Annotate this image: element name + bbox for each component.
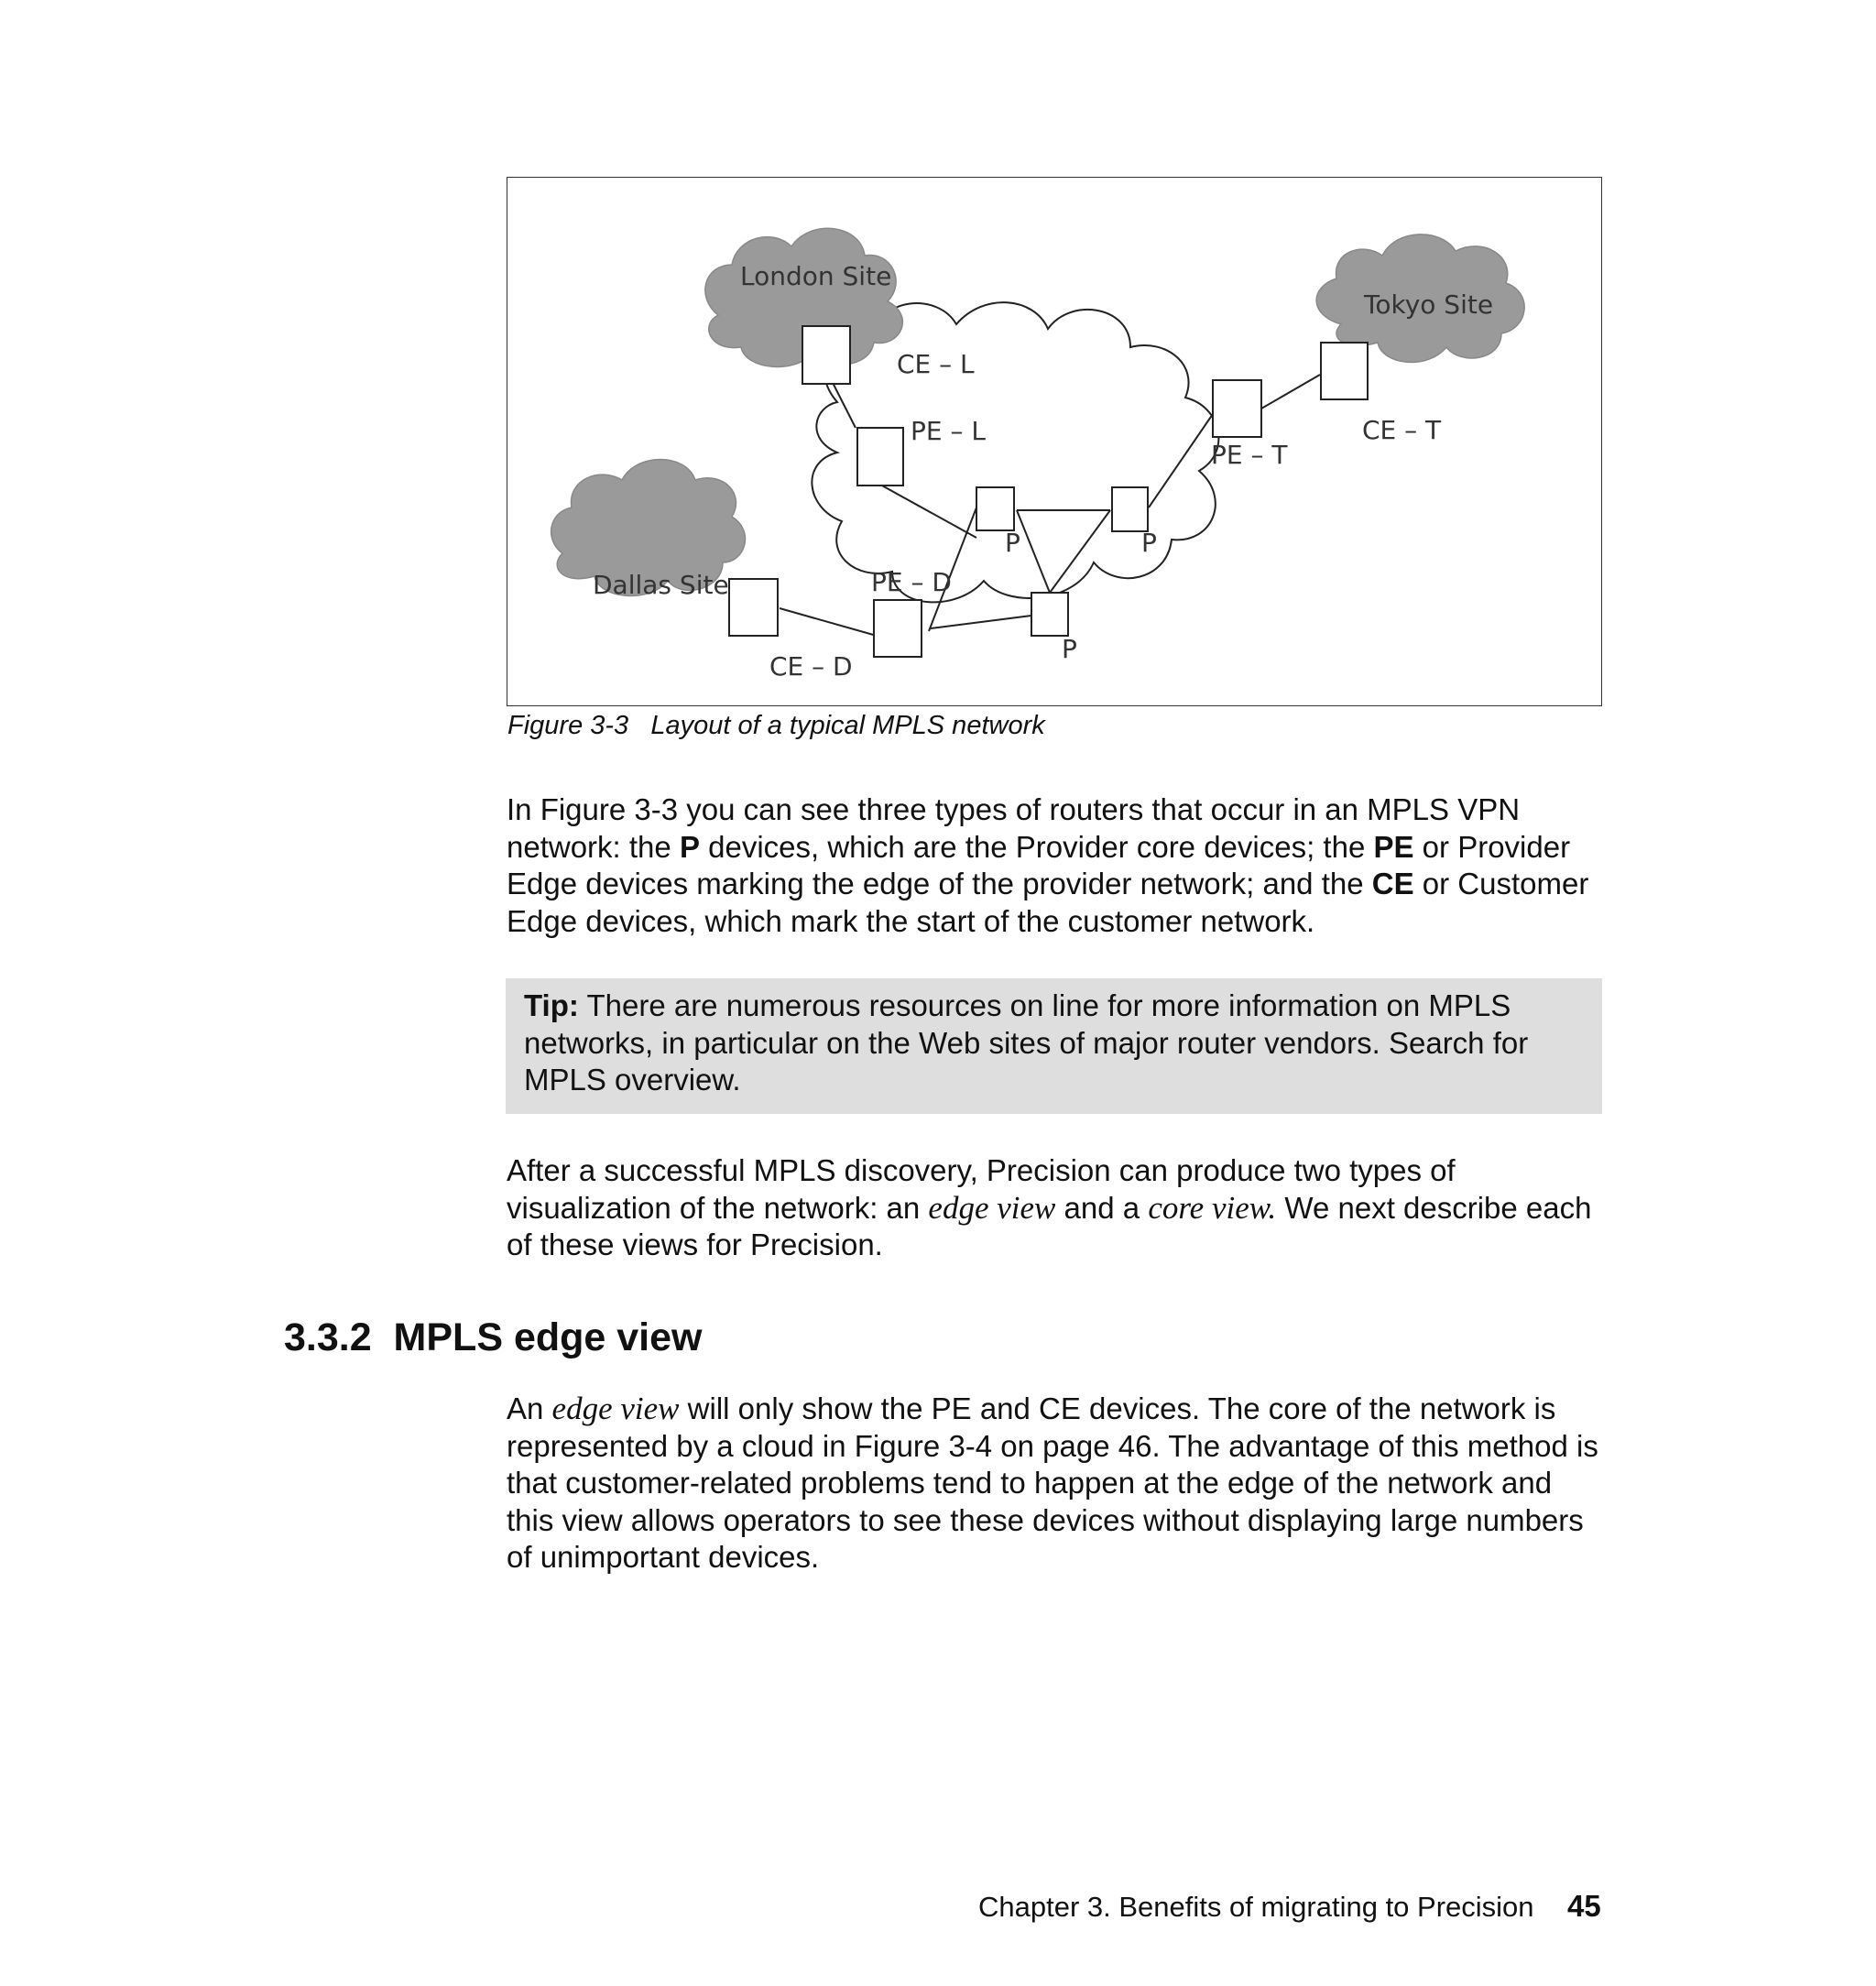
link-pe-t-ce-t	[1261, 375, 1320, 409]
mpls-network-diagram	[507, 178, 1603, 707]
section-title: MPLS edge view	[393, 1315, 703, 1359]
label-pe-l: PE – L	[911, 416, 986, 446]
footer-page-number: 45	[1567, 1889, 1601, 1923]
label-p2: P	[1141, 528, 1157, 558]
paragraph-edge-view	[507, 1391, 1606, 1577]
label-pe-t: PE – T	[1211, 440, 1288, 470]
figure-caption-number: Figure 3-3	[507, 711, 629, 740]
dallas-site-label: Dallas Site	[593, 570, 729, 600]
router-ce-t	[1321, 343, 1368, 399]
tip-body: There are numerous resources on line for more information on MPLS networks, in particular on the Web sites of major router vendors. Search for MPLS overview.	[524, 988, 1529, 1097]
link-pe-d-p3	[931, 616, 1031, 628]
para2-italic-edge-view: edge view	[928, 1189, 1056, 1226]
paragraph-visualization	[507, 1152, 1606, 1264]
para2-text-1: After a successful MPLS discovery, Precision can produce two types of visualization of the network: an	[507, 1153, 1456, 1225]
tokyo-site-label: Tokyo Site	[1364, 289, 1494, 320]
para3-text-2: will only show the PE and CE devices. The core of the network is represented by a cloud in Figure 3-4 on page 46. The advantage of this method is that customer-related problems tend to happen at the edge of the network and this view allows operators to see these devices without displaying large numbers of unimportant devices.	[507, 1391, 1598, 1574]
label-p3: P	[1062, 634, 1077, 664]
london-site-label: London Site	[740, 261, 892, 291]
router-p1	[976, 487, 1014, 530]
para1-bold-pe: PE	[1373, 829, 1414, 864]
section-number: 3.3.2	[284, 1315, 372, 1359]
figure-mpls-network	[507, 177, 1602, 706]
tip-label: Tip:	[524, 988, 579, 1022]
router-p3	[1031, 593, 1068, 636]
section-heading	[284, 1315, 702, 1360]
router-p2	[1112, 487, 1148, 531]
footer-chapter-title: Chapter 3. Benefits of migrating to Precision	[978, 1891, 1534, 1923]
para2-italic-core-view: core view.	[1148, 1189, 1277, 1226]
router-ce-d	[729, 579, 778, 636]
para1-bold-p: P	[679, 829, 700, 864]
paragraph-router-types	[507, 791, 1606, 940]
para2-text-3: We next describe each of these views for Precision.	[507, 1190, 1592, 1261]
router-pe-l	[857, 428, 903, 486]
router-pe-t	[1213, 380, 1261, 437]
label-ce-l: CE – L	[897, 349, 975, 379]
para1-text-4: or Customer Edge devices, which mark the start of the customer network.	[507, 867, 1589, 938]
para3-text-1: An	[507, 1391, 552, 1425]
label-ce-d: CE – D	[769, 651, 853, 682]
para3-italic-edge-view: edge view	[551, 1391, 680, 1426]
router-ce-l	[802, 326, 850, 384]
link-ce-d-pe-d	[780, 608, 877, 636]
router-pe-d	[874, 600, 922, 657]
para1-text-1: In Figure 3-3 you can see three types of routers that occur in an MPLS VPN network: the	[507, 792, 1521, 864]
figure-caption	[507, 711, 1045, 741]
figure-caption-text: Layout of a typical MPLS network	[650, 711, 1045, 740]
label-p1: P	[1005, 528, 1020, 558]
tip-text	[524, 988, 1587, 1099]
para1-bold-ce: CE	[1371, 867, 1414, 900]
dallas-site-cloud	[551, 460, 746, 601]
label-pe-d: PE – D	[871, 567, 952, 597]
para1-text-3: or Provider Edge devices marking the edge of the provider network; and the	[507, 829, 1571, 900]
tip-box	[506, 978, 1602, 1114]
label-ce-t: CE – T	[1362, 415, 1442, 445]
para2-text-2: and a	[1055, 1190, 1149, 1225]
para1-text-2: devices, which are the Provider core devices; the	[699, 829, 1374, 864]
